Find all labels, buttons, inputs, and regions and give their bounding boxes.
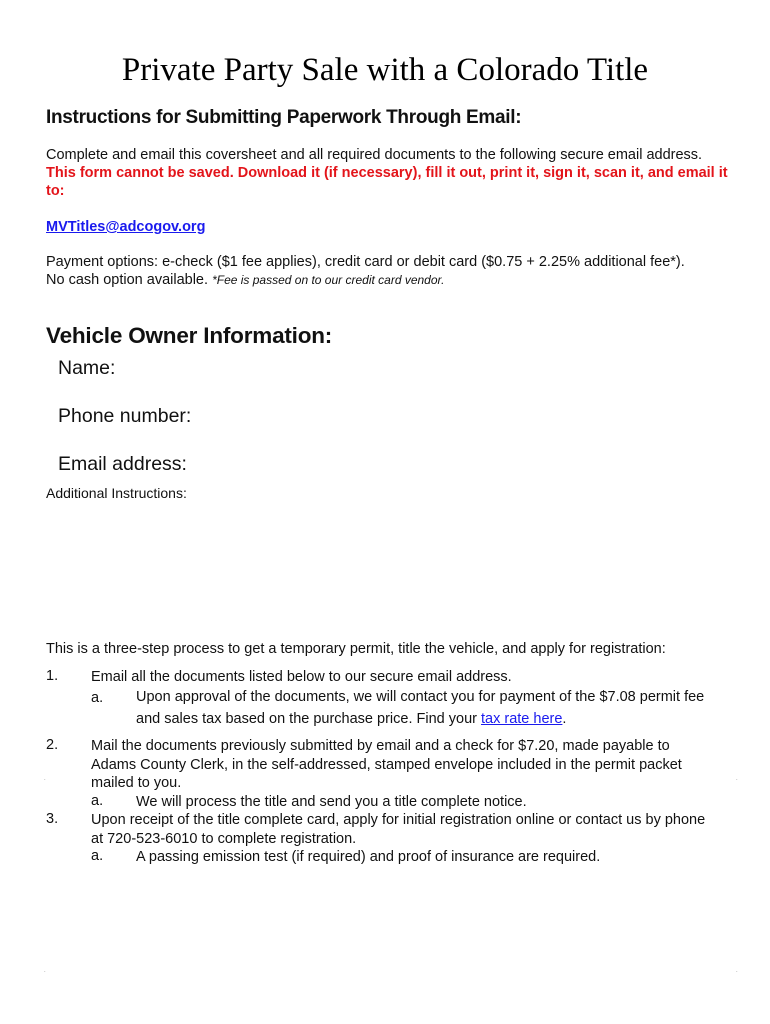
payment-options-line2 xyxy=(46,271,746,289)
step-3a-letter: a. xyxy=(91,848,104,864)
step-1-number: 1. xyxy=(46,668,59,684)
name-label: Name: xyxy=(58,357,116,379)
step-2a-text: We will process the title and send you a title complete notice. xyxy=(136,794,527,810)
instructions-heading: Instructions for Submitting Paperwork Through Email: xyxy=(46,107,522,128)
process-intro: This is a three-step process to get a temporary permit, title the vehicle, and apply for registration: xyxy=(46,641,666,657)
margin-mark: . xyxy=(44,776,46,782)
page-title: Private Party Sale with a Colorado Title xyxy=(121,52,649,88)
step-1a-letter: a. xyxy=(91,690,104,706)
step-1a-period: . xyxy=(562,711,567,727)
step-3a-text: A passing emission test (if required) and proof of insurance are required. xyxy=(136,849,601,865)
step-1a-text xyxy=(136,686,711,730)
email-label: Email address: xyxy=(58,453,187,475)
phone-label: Phone number: xyxy=(58,405,192,427)
step-2a-letter: a. xyxy=(91,793,104,809)
margin-mark: . xyxy=(736,968,738,974)
tax-rate-link[interactable]: tax rate here xyxy=(481,711,563,727)
instructions-warning: This form cannot be saved. Download it (if necessary), fill it out, print it, sign it, scan it, and email it to: xyxy=(46,165,728,199)
vehicle-owner-heading: Vehicle Owner Information: xyxy=(46,323,333,348)
secure-email-link[interactable]: MVTitles@adcogov.org xyxy=(46,219,206,235)
payment-options-line1: Payment options: e-check ($1 fee applies), credit card or debit card ($0.75 + 2.25% additional fee*). xyxy=(46,254,685,270)
margin-mark: . xyxy=(736,776,738,782)
step-1a-body: Upon approval of the documents, we will contact you for payment of the $7.08 permit fee and sales tax based on the purchase price. Find your xyxy=(136,689,705,727)
margin-mark: . xyxy=(44,968,46,974)
step-2-text: Mail the documents previously submitted by email and a check for $7.20, made payable to Adams County Clerk, in the self-addressed, stamped envelope included in the permit packet mailed to you. xyxy=(91,738,682,791)
payment-options xyxy=(46,253,746,289)
additional-instructions-label: Additional Instructions: xyxy=(46,485,187,501)
step-1-text: Email all the documents listed below to our secure email address. xyxy=(91,669,512,685)
step-2-number: 2. xyxy=(46,737,59,753)
step-3-text: Upon receipt of the title complete card, apply for initial registration online or contact us by phone at 720-523-6010 to complete registration. xyxy=(91,812,706,847)
fee-note: *Fee is passed on to our credit card vendor. xyxy=(212,273,445,287)
instructions-intro: Complete and email this coversheet and all required documents to the following secure email address. xyxy=(46,147,703,163)
no-cash-note: No cash option available. xyxy=(46,272,209,288)
step-3-number: 3. xyxy=(46,811,59,827)
